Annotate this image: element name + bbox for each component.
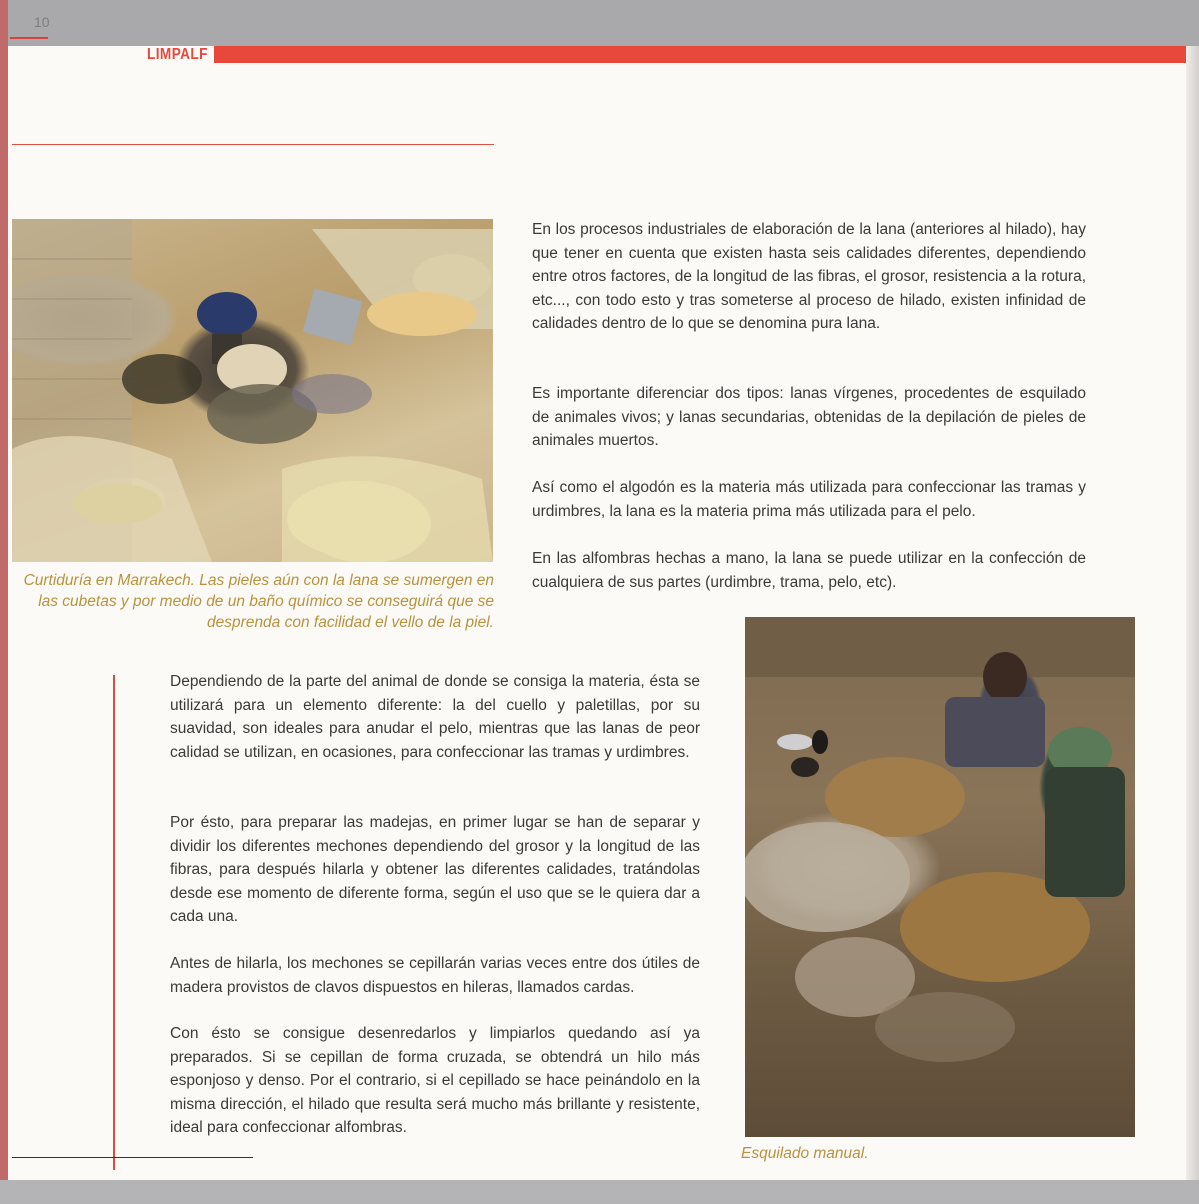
paragraph-handmade-rugs: En las alfombras hechas a mano, la lana se puede utilizar en la confección de cualquiera de sus partes (urdimbre, trama, pelo, etc). bbox=[532, 550, 1086, 591]
page-number: 10 bbox=[34, 14, 50, 30]
tannery-photo bbox=[12, 219, 493, 562]
paragraph-brushing-result: Con ésto se consigue desenredarlos y limpiarlos quedando así ya preparados. Si se cepillan de forma cruzada, se obtendrá un hilo más esponjoso y denso. Por el contrario, si el cepillado se hace peinándolo en la misma dirección, el hilado que resulta será mucho más brillante y resistente, ideal para confeccionar alfombras. bbox=[170, 1025, 700, 1136]
paragraph-wool-types: Es importante diferenciar dos tipos: lanas vírgenes, procedentes de esquilado de animales vivos; y lanas secundarias, obtenidas de la depilación de pieles de animales muertos. bbox=[532, 385, 1086, 449]
section-divider bbox=[12, 144, 494, 145]
footer-rule bbox=[12, 1157, 253, 1158]
paragraph-carding: Antes de hilarla, los mechones se cepillarán varias veces entre dos útiles de madera provistos de clavos dispuestos en hileras, llamados cardas. bbox=[170, 955, 700, 996]
tannery-photo-art bbox=[12, 219, 493, 562]
shearing-photo bbox=[745, 617, 1135, 1137]
paragraph-preparing-skeins: Por ésto, para preparar las madejas, en primer lugar se han de separar y dividir los diferentes mechones dependiendo del grosor y la longitud de las fibras, para después hilarla y obtener las diferentes calidades, tratándolas desde ese momento de diferente forma, según el uso que se le quiera dar a cada una. bbox=[170, 814, 700, 925]
brand-label: LIMPALF bbox=[147, 46, 208, 63]
column-accent-line bbox=[113, 675, 115, 1170]
header-red-bar bbox=[214, 46, 1199, 63]
left-edge-strip bbox=[0, 0, 8, 1204]
page-number-underline bbox=[10, 37, 48, 39]
bottom-band bbox=[0, 1180, 1199, 1204]
shearing-photo-art bbox=[745, 617, 1135, 1137]
shearing-caption: Esquilado manual. bbox=[741, 1145, 869, 1162]
top-band bbox=[0, 0, 1199, 46]
paragraph-processes: En los procesos industriales de elaboración de la lana (anteriores al hilado), hay que tener en cuenta que existen hasta seis calidades diferentes, dependiendo entre otros factores, de la longitud de las fibras, el grosor, resistencia a la rotura, etc..., con todo esto y tras someterse al proceso de hilado, existen infinidad de calidades dentro de lo que se denomina pura lana. bbox=[532, 221, 1086, 332]
page-gutter-shadow bbox=[1186, 46, 1199, 1196]
paragraph-animal-parts: Dependiendo de la parte del animal de donde se consiga la materia, ésta se utilizará para un elemento diferente: la del cuello y paletillas, por su suavidad, son ideales para anudar el pelo, mientras que las lanas de peor calidad se utilizan, en ocasiones, para confeccionar las tramas y urdimbres. bbox=[170, 673, 700, 761]
tannery-caption: Curtiduría en Marrakech. Las pieles aún con la lana se sumergen en las cubetas y por medio de un baño químico se conseguirá que se desprenda con facilidad el vello de la piel. bbox=[23, 572, 494, 631]
paragraph-cotton-comparison: Así como el algodón es la materia más utilizada para confeccionar las tramas y urdimbres, la lana es la materia prima más utilizada para el pelo. bbox=[532, 479, 1086, 520]
